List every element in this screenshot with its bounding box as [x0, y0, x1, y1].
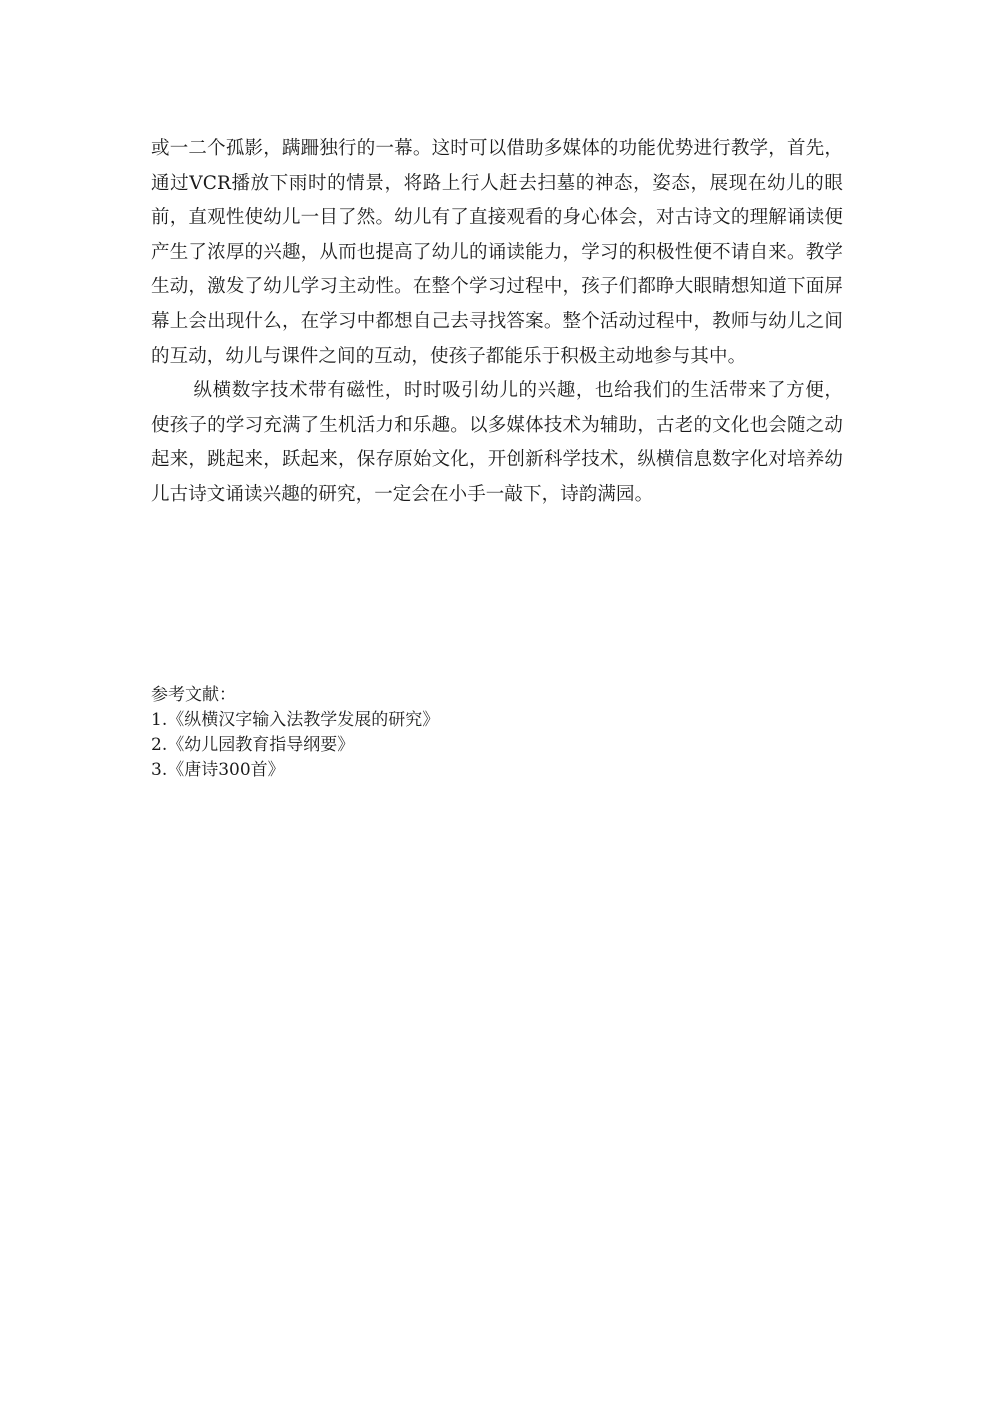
references-list	[151, 708, 843, 783]
reference-item: 3.《唐诗300首》	[151, 760, 285, 780]
references-title: 参考文献：	[151, 685, 236, 705]
body-text	[151, 132, 843, 513]
reference-item: 1.《纵横汉字输入法教学发展的研究》	[151, 710, 440, 730]
paragraph-continued: 或一二个孤影，蹒跚独行的一幕。这时可以借助多媒体的功能优势进行教学，首先，通过VCR播放下雨时的情景，将路上行人赶去扫墓的神态，姿态，展现在幼儿的眼前，直观性使幼儿一目了然。幼儿有了直接观看的身心体会，对古诗文的理解诵读便产生了浓厚的兴趣，从而也提高了幼儿的诵读能力，学习的积极性便不请自来。教学生动，激发了幼儿学习主动性。在整个学习过程中，孩子们都睁大眼睛想知道下面屏幕上会出现什么，在学习中都想自己去寻找答案。整个活动过程中，教师与幼儿之间的互动，幼儿与课件之间的互动，使孩子都能乐于积极主动地参与其中。	[151, 138, 843, 367]
paragraph-conclusion: 纵横数字技术带有磁性，时时吸引幼儿的兴趣，也给我们的生活带来了方便，使孩子的学习充满了生机活力和乐趣。以多媒体技术为辅助，古老的文化也会随之动起来，跳起来，跃起来，保存原始文化，开创新科学技术，纵横信息数字化对培养幼儿古诗文诵读兴趣的研究，一定会在小手一敲下，诗韵满园。	[151, 380, 843, 505]
reference-item: 2.《幼儿园教育指导纲要》	[151, 735, 355, 755]
references-section	[151, 683, 843, 783]
